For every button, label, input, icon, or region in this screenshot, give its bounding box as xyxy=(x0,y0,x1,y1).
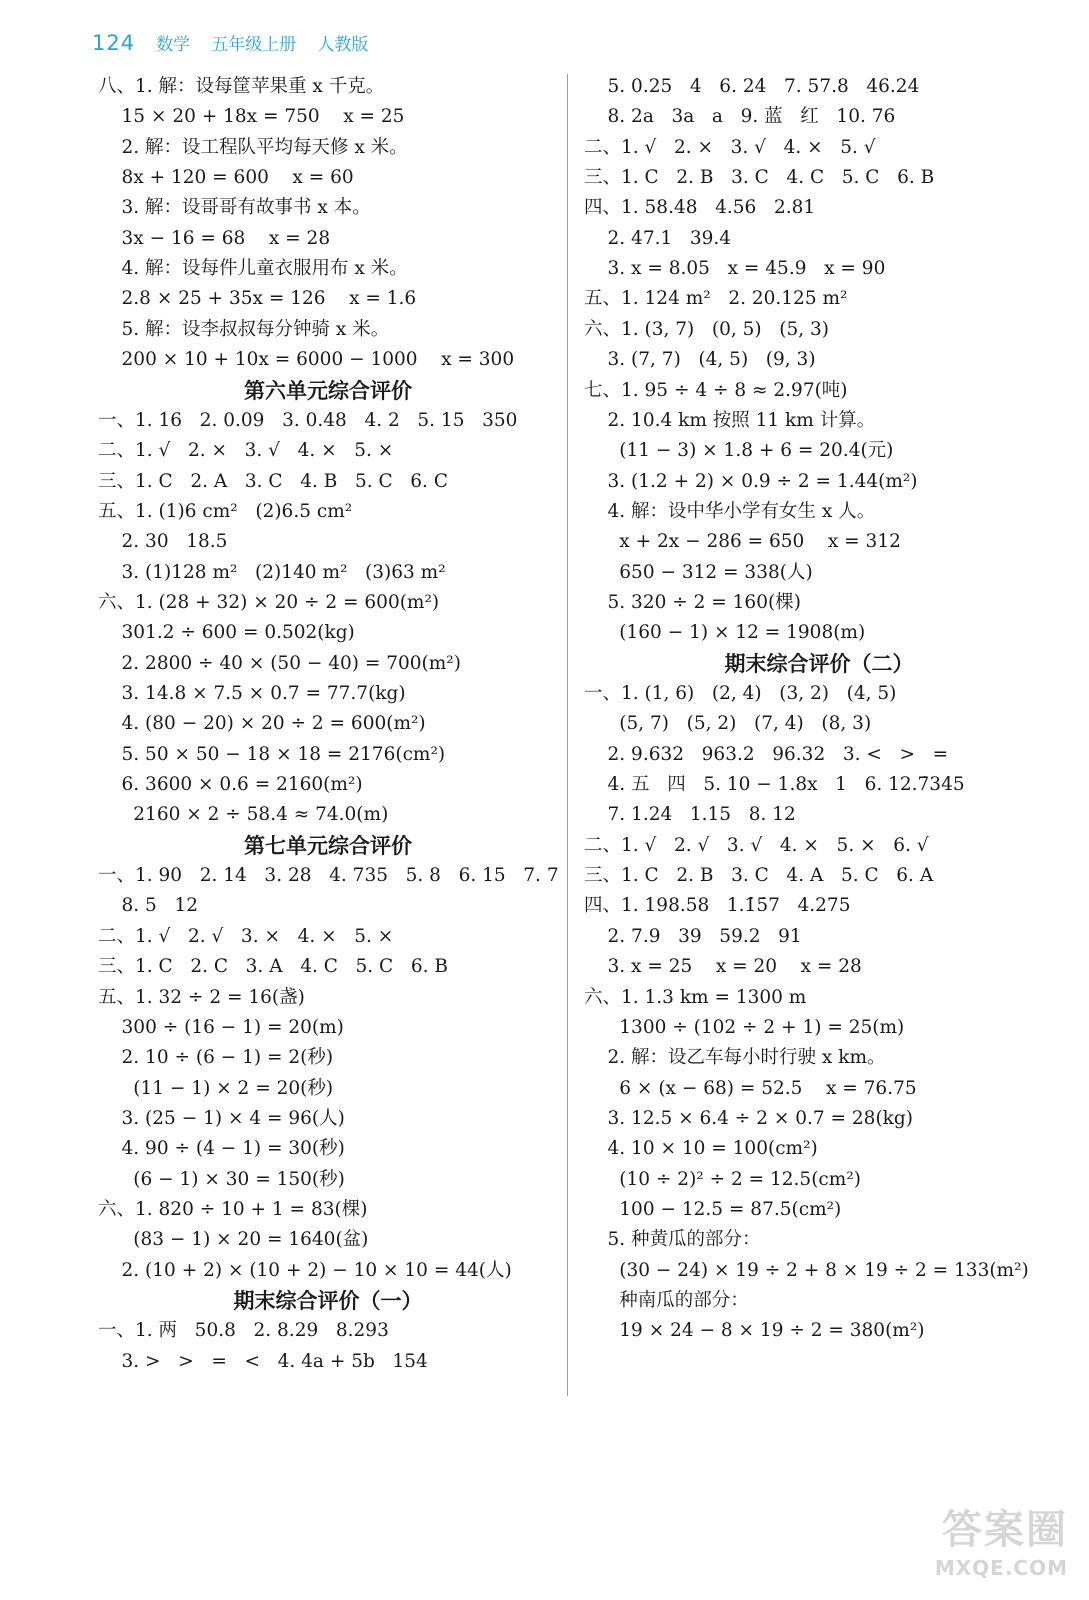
answer-line: 3. x = 8.05 x = 45.9 x = 90 xyxy=(584,258,886,280)
answer-line: 5. 0.25 4 6. 24 7. 57.8 46.24 xyxy=(584,76,920,97)
answer-line: 2. 9.632 963.2 96.32 3. < > = xyxy=(584,743,949,765)
answer-line: 种南瓜的部分： xyxy=(584,1290,749,1311)
answer-line: 2. (10 + 2) × (10 + 2) − 10 × 10 = 44(人) xyxy=(98,1259,512,1281)
answer-line: 2. 解：设工程队平均每天修 x 米。 xyxy=(98,136,408,158)
section-title: 第七单元综合评价 xyxy=(244,833,412,858)
answer-line: 二、1. √ 2. √ 3. × 4. × 5. × xyxy=(98,925,394,947)
answer-line: 6 × (x − 68) = 52.5 x = 76.75 xyxy=(584,1077,917,1099)
answer-line: (11 − 1) × 2 = 20(秒) xyxy=(98,1077,334,1099)
answer-line: 2.8 × 25 + 35x = 126 x = 1.6 xyxy=(98,288,417,310)
answer-line: 5. 解：设李叔叔每分钟骑 x 米。 xyxy=(98,318,390,340)
answer-line: 四、1. 58.48 4.56 2.81 xyxy=(584,197,816,219)
answer-line: 15 × 20 + 18x = 750 x = 25 xyxy=(98,106,405,128)
answer-line: 三、1. C 2. B 3. C 4. C 5. C 6. B xyxy=(584,167,935,189)
answer-line: 3x − 16 = 68 x = 28 xyxy=(98,227,331,249)
answer-line: 3. 12.5 × 6.4 ÷ 2 × 0.7 = 28(kg) xyxy=(584,1107,913,1129)
page-number: 124 xyxy=(92,31,136,55)
answer-line: 8. 2a 3a a 9. 蓝 红 10. 76 xyxy=(584,106,896,128)
answer-line: (160 − 1) × 12 = 1908(m) xyxy=(584,622,866,644)
answer-line: 二、1. √ 2. × 3. √ 4. × 5. √ xyxy=(584,136,876,158)
answer-line: 三、1. C 2. B 3. C 4. A 5. C 6. A xyxy=(584,865,934,887)
grade-label: 五年级上册 xyxy=(211,35,297,55)
answer-line: 3. 14.8 × 7.5 × 0.7 = 77.7(kg) xyxy=(98,683,406,704)
answer-line: 650 − 312 = 338(人) xyxy=(584,561,813,583)
answer-line: 4. 解：设每件儿童衣服用布 x 米。 xyxy=(98,258,408,280)
answer-line: 一、1. 16 2. 0.09 3. 0.48 4. 2 5. 15 350 xyxy=(98,409,518,431)
answer-line: 6. 3600 × 0.6 = 2160(m²) xyxy=(98,774,363,796)
answer-line: 8x + 120 = 600 x = 60 xyxy=(98,167,354,189)
answer-line: (10 ÷ 2)² ÷ 2 = 12.5(cm²) xyxy=(584,1168,861,1190)
answer-line: 五、1. (1)6 cm² (2)6.5 cm² xyxy=(98,500,353,522)
answer-line: 3. 解：设哥哥有故事书 x 本。 xyxy=(98,197,371,219)
answer-line: 300 ÷ (16 − 1) = 20(m) xyxy=(98,1016,344,1038)
answer-line: 100 − 12.5 = 87.5(cm²) xyxy=(584,1198,842,1220)
answer-line: 1300 ÷ (102 ÷ 2 + 1) = 25(m) xyxy=(584,1016,905,1038)
answer-line: 5. 320 ÷ 2 = 160(棵) xyxy=(584,591,801,613)
answer-line: (11 − 3) × 1.8 + 6 = 20.4(元) xyxy=(584,440,894,462)
column-divider xyxy=(567,74,568,1396)
answer-line: 2. 10.4 km 按照 11 km 计算。 xyxy=(584,409,876,431)
answer-line: 4. 五 四 5. 10 − 1.8x 1 6. 12.7̇34̇5 xyxy=(584,774,965,796)
answer-line: 六、1. (28 + 32) × 20 ÷ 2 = 600(m²) xyxy=(98,591,440,613)
answer-line: 三、1. C 2. C 3. A 4. C 5. C 6. B xyxy=(98,956,448,978)
answer-line: 一、1. (1, 6) (2, 4) (3, 2) (4, 5) xyxy=(584,683,897,704)
answer-line: 4. 10 × 10 = 100(cm²) xyxy=(584,1138,818,1160)
answer-line: 二、1. √ 2. × 3. √ 4. × 5. × xyxy=(98,440,394,462)
answer-line: 7. 1.24 1.15 8. 12 xyxy=(584,804,796,826)
subject-label: 数学 xyxy=(156,35,191,55)
answer-line: 三、1. C 2. A 3. C 4. B 5. C 6. C xyxy=(98,470,448,492)
answer-line: 2. 2800 ÷ 40 × (50 − 40) = 700(m²) xyxy=(98,652,461,674)
edition-label: 人教版 xyxy=(317,35,369,55)
answer-line: 一、1. 两 50.8 2. 8.29 8.293 xyxy=(98,1320,389,1342)
section-title: 期末综合评价（一） xyxy=(233,1289,423,1313)
page-header xyxy=(92,30,384,60)
answer-line: 301.2 ÷ 600 = 0.502(kg) xyxy=(98,622,355,644)
answer-line: x + 2x − 286 = 650 x = 312 xyxy=(584,531,901,553)
answer-line: 19 × 24 − 8 × 19 ÷ 2 = 380(m²) xyxy=(584,1320,925,1342)
answer-line: 5. 种黄瓜的部分： xyxy=(584,1229,761,1251)
answer-line: 六、1. 820 ÷ 10 + 1 = 83(棵) xyxy=(98,1198,368,1220)
answer-line: 2. 30 18.5 xyxy=(98,531,228,553)
answer-line: 5. 50 × 50 − 18 × 18 = 2176(cm²) xyxy=(98,743,446,765)
answer-line: 五、1. 124 m² 2. 20.125 m² xyxy=(584,288,848,310)
answer-line: 六、1. (3, 7) (0, 5) (5, 3) xyxy=(584,318,830,340)
section-title: 第六单元综合评价 xyxy=(244,378,412,403)
answer-line: 2. 47.1 39.4 xyxy=(584,227,732,249)
answer-line: (6 − 1) × 30 = 150(秒) xyxy=(98,1168,345,1190)
watermark-logo xyxy=(898,1506,1068,1592)
answer-line: 4. 解：设中华小学有女生 x 人。 xyxy=(584,500,876,522)
answer-line: 3. (7, 7) (4, 5) (9, 3) xyxy=(584,349,816,371)
watermark-text: 答案圈 xyxy=(942,1507,1068,1553)
answer-line: 3. x = 25 x = 20 x = 28 xyxy=(584,956,862,978)
answer-line: 八、1. 解：设每筐苹果重 x 千克。 xyxy=(98,76,385,97)
answer-line: 3. (1)128 m² (2)140 m² (3)63 m² xyxy=(98,561,446,583)
answer-line: 七、1. 95 ÷ 4 ÷ 8 ≈ 2.97(吨) xyxy=(584,379,848,401)
answer-line: 8. 5 12 xyxy=(98,895,199,917)
section-title: 期末综合评价（二） xyxy=(724,651,914,676)
answer-line: (5, 7) (5, 2) (7, 4) (8, 3) xyxy=(584,713,872,735)
answer-line: 3. > > = < 4. 4a + 5b 154 xyxy=(98,1350,428,1372)
answer-line: 3. (25 − 1) × 4 = 96(人) xyxy=(98,1107,345,1129)
answer-line: 2. 10 ÷ (6 − 1) = 2(秒) xyxy=(98,1047,334,1069)
answer-line: 二、1. √ 2. √ 3. √ 4. × 5. × 6. √ xyxy=(584,834,929,856)
answer-line: 4. (80 − 20) × 20 ÷ 2 = 600(m²) xyxy=(98,713,426,735)
answer-line: 2. 7.9 39 59.2 91 xyxy=(584,925,802,947)
answer-line: 一、1. 90 2. 14 3. 28 4. 735 5. 8 6. 15 7. 7 xyxy=(98,865,559,887)
answer-line: 六、1. 1.3 km = 1300 m xyxy=(584,986,807,1008)
answer-line: 2160 × 2 ÷ 58.4 ≈ 74.0(m) xyxy=(98,804,389,826)
answer-line: 四、1. 198.58 1.1̇5̇7 4.275 xyxy=(584,895,851,917)
answer-line: (30 − 24) × 19 ÷ 2 + 8 × 19 ÷ 2 = 133(m²) xyxy=(584,1259,1029,1281)
answer-line: 4. 90 ÷ (4 − 1) = 30(秒) xyxy=(98,1138,345,1160)
watermark-url: MXQE.COM xyxy=(934,1556,1068,1580)
answer-line: 200 × 10 + 10x = 6000 − 1000 x = 300 xyxy=(98,349,515,371)
answer-line: 2. 解：设乙车每小时行驶 x km。 xyxy=(584,1047,886,1069)
answer-line: (83 − 1) × 20 = 1640(盆) xyxy=(98,1229,369,1251)
answer-line: 3. (1.2 + 2) × 0.9 ÷ 2 = 1.44(m²) xyxy=(584,470,918,492)
answer-line: 五、1. 32 ÷ 2 = 16(盏) xyxy=(98,986,305,1008)
